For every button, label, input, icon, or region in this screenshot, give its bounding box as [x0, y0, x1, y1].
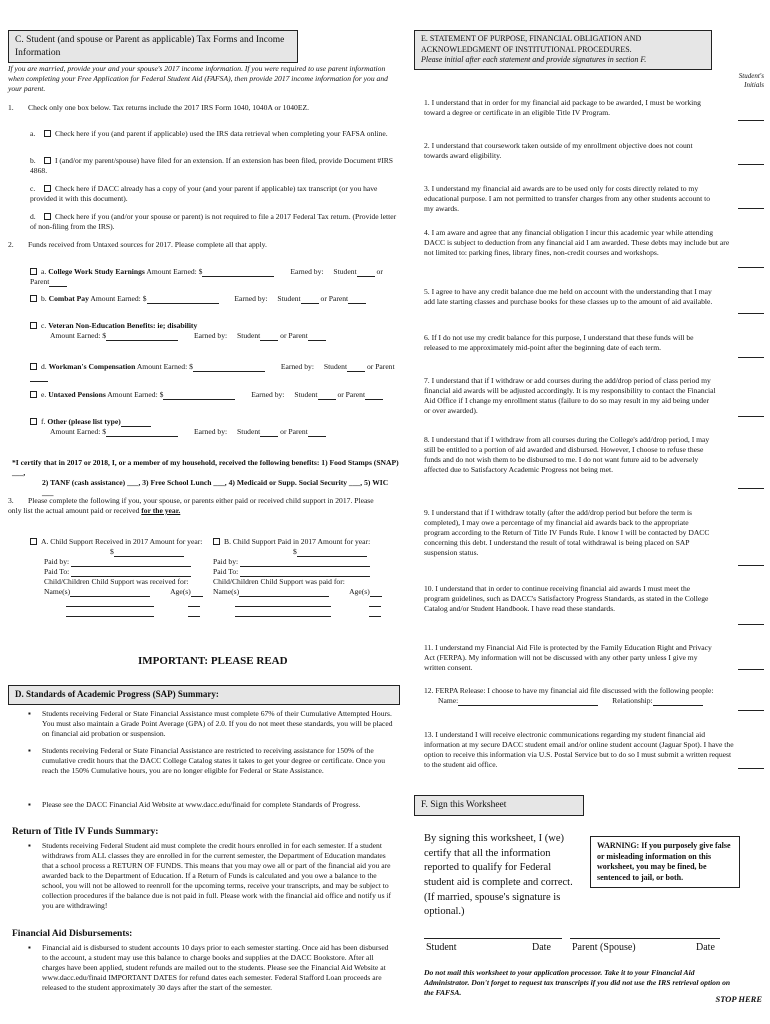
fund-row-f[interactable]: f. Other (please list type) Amount Earned: $ Earned by: Student or Parent: [30, 417, 400, 437]
initials-field[interactable]: [738, 761, 764, 769]
statement-11: 11. I understand my Financial Aid File is protected by the Family Education Right and Privacy Act (FERPA). My information will not be discussed with any other party unless I give my written consent.: [424, 643, 712, 673]
section-e-subtitle: Please initial after each statement and provide signatures in section F.: [421, 55, 647, 65]
warning-box: WARNING: If you purposely give false or misleading information on this worksheet, you may be fined, be sentenced to jail, or both.: [590, 836, 740, 888]
amount-field[interactable]: [106, 333, 178, 341]
question-2: 2. Funds received from Untaxed sources for 2017. Please complete all that apply.: [8, 240, 267, 249]
checkbox-child-b[interactable]: [213, 538, 220, 545]
checkbox-fund-a[interactable]: [30, 268, 37, 275]
certify-benefits: *I certify that in 2017 or 2018, I, or a member of my household, received the following benefits: 1) Food Stamps (SNAP) ___, 2) TANF (cash assistance) ___, 3) Free School Lunch ___, 4) Medicaid or Supp. Social Security ___, 5) WIC ___: [12, 458, 399, 498]
fund-row-a[interactable]: a. College Work Study Earnings Amount Earned: $ Earned by: Student or Parent: [30, 267, 383, 287]
fund-name: Combat Pay: [48, 294, 89, 303]
amount-field[interactable]: [106, 429, 178, 437]
checkbox-fund-c[interactable]: [30, 322, 37, 329]
initials-field[interactable]: [738, 260, 764, 268]
initials-label: Student's Initials: [738, 72, 764, 90]
bullet-icon: ▪: [28, 709, 31, 718]
checkbox-1c[interactable]: [44, 185, 51, 192]
statement-7: 7. I understand that if I withdraw or add courses during the add/drop period of class period my financial aid awards will be adjusted accordingly. It is my responsibility to contact the Financial Aid Office if I change my enrollment status (failure to do so may result in my aid being under or over awarded).: [424, 376, 716, 416]
checkbox-1a[interactable]: [44, 130, 51, 137]
section-d-title: D. Standards of Academic Progress (SAP) Summary:: [15, 689, 219, 699]
section-e-title: E. STATEMENT OF PURPOSE, FINANCIAL OBLIGATION AND ACKNOWLEDGMENT OF INSTITUTIONAL PROCEDURES.: [421, 34, 642, 54]
section-c-title: C. Student (and spouse or Parent as applicable) Tax Forms and Income Information: [15, 35, 285, 58]
section-e-header: [414, 30, 712, 70]
fund-name: Veteran Non-Education Benefits: ie; disability: [48, 321, 198, 330]
section-f-title: F. Sign this Worksheet: [421, 800, 507, 810]
question-1: 1. Check only one box below. Tax returns include the 2017 IRS Form 1040, 1040A or 1040EZ.: [8, 103, 310, 112]
statement-8: 8. I understand that if I withdraw from all courses during the College's add/drop period, I may still be entitled to a portion of aid awarded and disbursed. However, I choose to refuse these funds and do not wish them to be disbursed to me. I do not want future aid to be adversely affected due to Satisfactory Academic Progress not being met.: [424, 435, 710, 475]
checkbox-fund-f[interactable]: [30, 418, 37, 425]
parent-signature-line[interactable]: [570, 938, 720, 939]
fund-name: Untaxed Pensions: [48, 390, 106, 399]
statement-9: 9. I understand that if I withdraw totally (after the add/drop period but before the term is completed), I may owe a percentage of my financial aid awards back to the appropriate program according to the Return of Title IV Funds Rule. I know I will be contacted by DACC concerning this debt. I understand the result of total withdrawal is being placed on SAP suspension status.: [424, 508, 710, 558]
amount-field[interactable]: [147, 296, 219, 304]
ferpa-name-field[interactable]: [458, 698, 598, 706]
option-1b[interactable]: b. I (and/or my parent/spouse) have filed for an extension. If an extension has been filed, provide Document #IRS 4868.: [30, 156, 394, 176]
student-signature-line[interactable]: [424, 938, 562, 939]
sign-certify: By signing this worksheet, I (we) certify that all the information reported to qualify for Federal student aid is complete and correct. (If married, spouse's signature is optional.): [424, 833, 573, 918]
option-1a[interactable]: a. Check here if you (and parent if applicable) used the IRS data retrieval when completing your FAFSA online.: [30, 129, 388, 138]
initials-field[interactable]: [738, 113, 764, 121]
fund-row-b[interactable]: b. Combat Pay Amount Earned: $ Earned by: Student or Parent: [30, 294, 400, 304]
question-3: 3. Please complete the following if you, your spouse, or parents either paid or received child support in 2017. Please only list the actual amount paid or received for the year.: [8, 496, 374, 516]
footer-note: Do not mail this worksheet to your application processor. Take it to your Financial Aid Administrator. Don't forget to request tax transcripts if you did not use the IRS retrieval option on the FAFSA.: [424, 968, 731, 998]
amount-field[interactable]: [193, 364, 265, 372]
initials-field[interactable]: [738, 662, 764, 670]
initials-field[interactable]: [738, 157, 764, 165]
fund-row-c[interactable]: c. Veteran Non-Education Benefits: ie; disability Amount Earned: $ Earned by: Student or Parent: [30, 321, 400, 341]
statement-12: 12. FERPA Release: I choose to have my financial aid file discussed with the following people: Name: Relationship:: [424, 686, 714, 706]
initials-field[interactable]: [738, 350, 764, 358]
section-c-intro: If you are married, provide your and your spouse's 2017 income information. If you were required to use parent information when completing your Free Application for Federal Student Aid (FAFSA), then provide 2017 income information for you and your parent.: [8, 64, 388, 94]
fund-name: Workman's Compensation: [48, 362, 136, 371]
initials-field[interactable]: [738, 558, 764, 566]
section-f-header: [414, 795, 584, 816]
initials-field[interactable]: [738, 409, 764, 417]
section-c-header: [8, 30, 298, 63]
section-d-header: [8, 685, 400, 705]
checkbox-fund-b[interactable]: [30, 295, 37, 302]
amount-field[interactable]: [163, 392, 235, 400]
fund-row-e[interactable]: e. Untaxed Pensions Amount Earned: $ Earned by: Student or Parent: [30, 390, 400, 400]
statement-1: 1. I understand that in order for my financial aid package to be awarded, I must be working toward a degree or certificate in an eligible Title IV Program.: [424, 98, 701, 118]
stop-here: STOP HERE: [715, 994, 762, 1004]
initials-field[interactable]: [738, 201, 764, 209]
bullet-icon: ▪: [28, 943, 31, 952]
checkbox-fund-e[interactable]: [30, 391, 37, 398]
return-text: Students receiving Federal Student aid must complete the credit hours enrolled in for each semester. If a student withdraws from ALL classes they are enrolled in for the current semester, the Department of Education mandates that a school process a RETURN OF FUNDS. This means that you may owe all or part of the financial aid you are awarded back to the Department of Education. If a Return of Funds is calculated and you owe a balance to the school, you will not be allowed to reenroll for the upcoming terms, receive your transcripts, and may be subject to collection procedures if the balance due is not paid in full. Please work with the financial aid office and notify us if you are withdrawing!: [42, 841, 392, 911]
student-label: Student: [426, 942, 457, 953]
statement-10: 10. I understand that in order to continue receiving financial aid awards I must meet the program guidelines, such as DACC's Satisfactory Progress Standards, as stated in the College Catalog and/or Student Handbook. I have read these standards.: [424, 584, 709, 614]
sap-bullet-2: Students receiving Federal or State Financial Assistance are restricted to receiving assistance for 150% of the cumulative credit hours that the DACC College Catalog states it takes to get your degree or certificate. Once you reach the 150% Cumulative hours, you are no longer eligible for Federal or State Assistance.: [42, 746, 386, 776]
bullet-icon: ▪: [28, 746, 31, 755]
disbursement-title: Financial Aid Disbursements:: [12, 929, 133, 939]
fund-name: Other (please list type): [47, 417, 121, 426]
option-1d[interactable]: d. Check here if you (and/or your spouse or parent) is not required to file a 2017 Federal Tax return. (Provide letter of non-filing from the IRS).: [30, 212, 397, 232]
initials-field[interactable]: [738, 481, 764, 489]
child-support-received[interactable]: A. Child Support Received in 2017 Amount for year: $ Paid by: Paid To: Child/Children Child Support was received for: Name(s) Age(s): [30, 537, 205, 617]
statement-13: 13. I understand I will receive electronic communications regarding my student financial aid information at my secure DACC student email and/or online student account (Jaguar Spot). I have the option to receive this information via U.S. Postal Service but to do so I must submit a written request to the student aid office.: [424, 730, 734, 770]
fund-row-d[interactable]: d. Workman's Compensation Amount Earned: $ Earned by: Student or Parent: [30, 362, 400, 382]
sap-bullet-3: Please see the DACC Financial Aid Website at www.dacc.edu/finaid for complete Standards of Progress.: [42, 800, 361, 809]
ferpa-relationship-field[interactable]: [653, 698, 703, 706]
option-1c[interactable]: c. Check here if DACC already has a copy of your (and your parent if applicable) tax transcript (or you have provided it with this document).: [30, 184, 378, 204]
parent-date-label: Date: [696, 942, 715, 953]
return-title: Return of Title IV Funds Summary:: [12, 827, 159, 837]
child-support-paid[interactable]: B. Child Support Paid in 2017 Amount for year: $ Paid by: Paid To: Child/Children Child Support was paid for: Name(s) Age(s): [213, 537, 398, 617]
statement-5: 5. I agree to have any credit balance due me held on account with the understanding that I may add late starting classes and purchase books for these classes up to the amount of aid available.: [424, 287, 713, 307]
statement-3: 3. I understand my financial aid awards are to be used only for costs directly related to my educational purpose. I am not permitted to transfer charges from any other students account to my awards.: [424, 184, 711, 214]
sap-bullet-1: Students receiving Federal or State Financial Assistance must complete 67% of their Cumulative Attempted Hours. You must also maintain a Grade Point Average (GPA) of 2.0. If you do not meet these standards, you will be placed on financial aid probation or suspension.: [42, 709, 393, 739]
student-date-label: Date: [532, 942, 551, 953]
statement-4: 4. I am aware and agree that any financial obligation I incur this academic year while attending DACC is subject to deduction from any financial aid I am awarded. These debts may include but are not limited to: parking fines, library fines, non-credit courses and workshops.: [424, 228, 730, 258]
fund-name: College Work Study Earnings: [48, 267, 145, 276]
important-heading: IMPORTANT: PLEASE READ: [138, 655, 288, 667]
checkbox-fund-d[interactable]: [30, 363, 37, 370]
parent-label: Parent (Spouse): [572, 942, 636, 953]
initials-field[interactable]: [738, 306, 764, 314]
initials-field[interactable]: [738, 617, 764, 625]
statement-6: 6. If I do not use my credit balance for this purpose, I understand that these funds will be released to me approximately mid-point after the beginning date of each term.: [424, 333, 694, 353]
checkbox-1d[interactable]: [44, 213, 51, 220]
initials-field[interactable]: [738, 703, 764, 711]
disbursement-text: Financial aid is disbursed to student accounts 10 days prior to each semester starting. Once aid has been disbursed to the account, a student may use this balance to charge books and supplies at the DACC Bookstore. After all charges have been applied, student refunds are mailed out to the students. Please see the Financial Aid Website at www.dacc.edu/finaid IMPORTANT DATES for refund dates each semester. Federal Stafford Loan proceeds are released to the student approximately 30 days after the start of the semester.: [42, 943, 389, 993]
bullet-icon: ▪: [28, 841, 31, 850]
checkbox-child-a[interactable]: [30, 538, 37, 545]
amount-field[interactable]: [202, 269, 274, 277]
bullet-icon: ▪: [28, 800, 31, 809]
statement-2: 2. I understand that coursework taken outside of my enrollment objective does not count towards award eligibility.: [424, 141, 693, 161]
checkbox-1b[interactable]: [44, 157, 51, 164]
